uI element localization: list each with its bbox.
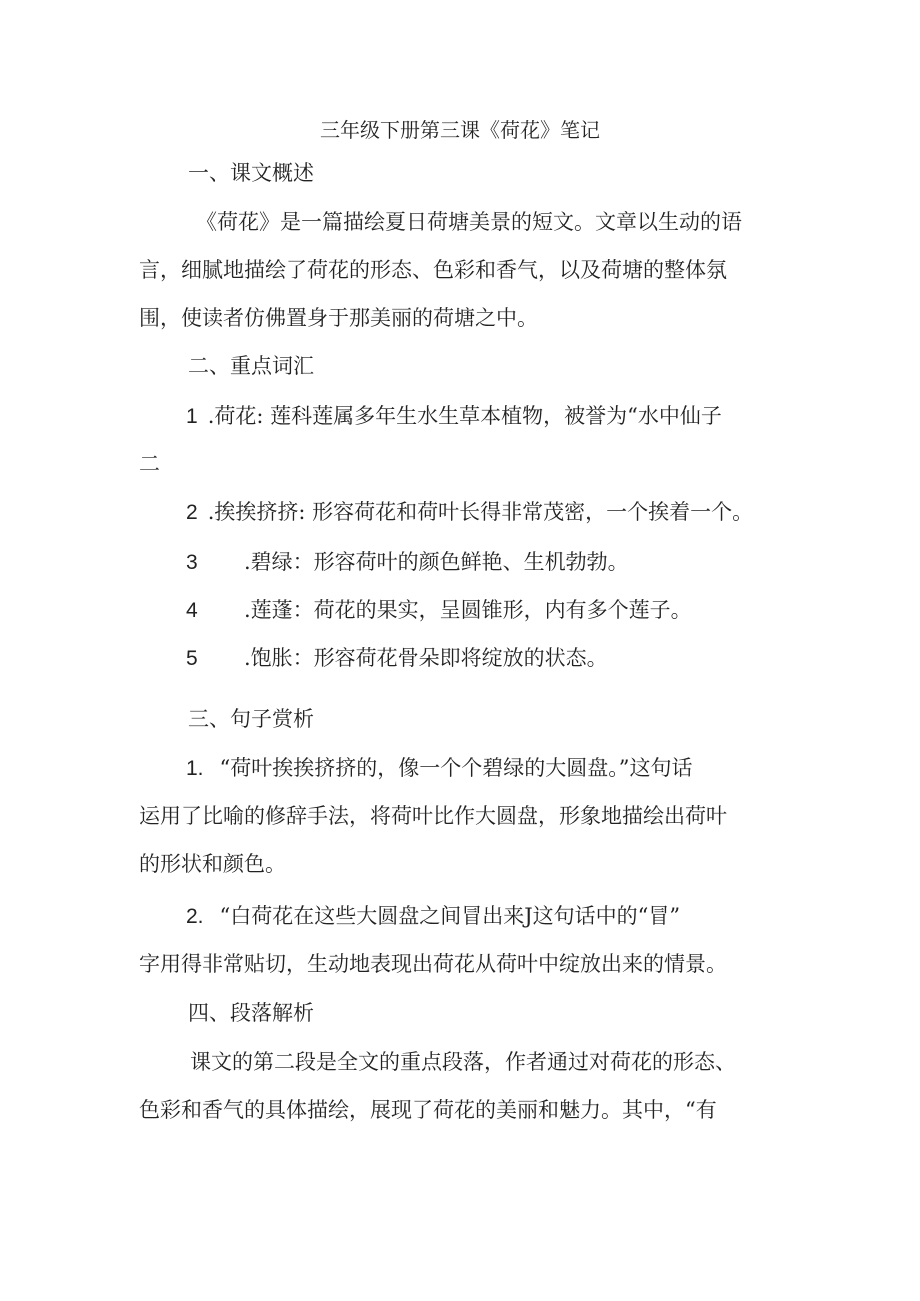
document-title: 三年级下册第三课《荷花》笔记 (320, 118, 600, 142)
paragraph-line: 字用得非常贴切，生动地表现出荷花从荷叶中绽放出来的情景。 (139, 952, 727, 976)
section-heading-vocabulary: 二、重点词汇 (188, 354, 314, 378)
paragraph-line: 运用了比喻的修辞手法，将荷叶比作大圆盘，形象地描绘出荷叶 (139, 804, 727, 828)
section-heading-overview: 一、课文概述 (188, 161, 314, 185)
vocab-item (186, 596, 692, 625)
sentence-item-number: 2. (186, 905, 204, 928)
sentence-item-text: “荷叶挨挨挤挤的，像一个个碧绿的大圆盘。”这句话 (219, 756, 693, 780)
sentence-item (186, 902, 680, 931)
paragraph-line: 色彩和香气的具体描绘，展现了荷花的美丽和魅力。其中，“有 (139, 1098, 717, 1122)
vocab-item-number: 2 (186, 501, 198, 524)
sentence-item (186, 754, 693, 783)
paragraph-line: 言，细腻地描绘了荷花的形态、色彩和香气，以及荷塘的整体氛 (139, 258, 727, 282)
paragraph-line: 课文的第二段是全文的重点段落，作者通过对荷花的形态、 (190, 1050, 736, 1074)
vocab-item (186, 644, 608, 673)
vocab-item (186, 548, 629, 577)
vocab-item-text: .荷花: 莲科莲属多年生水生草本植物，被誉为“水中仙子 (207, 404, 722, 428)
vocab-item-text: .碧绿：形容荷叶的颜色鲜艳、生机勃勃。 (244, 550, 629, 574)
vocab-item-continuation: 二 (139, 452, 160, 476)
vocab-item-text: .挨挨挤挤: 形容荷花和荷叶长得非常茂密，一个挨着一个。 (207, 500, 754, 524)
sentence-item-text: “白荷花在这些大圆盘之间冒出来J这句话中的“冒” (219, 904, 681, 928)
vocab-item-number: 4 (186, 599, 198, 622)
vocab-item-text: .莲蓬：荷花的果实，呈圆锥形，内有多个莲子。 (244, 598, 692, 622)
paragraph-line: 围，使读者仿佛置身于那美丽的荷塘之中。 (139, 306, 538, 330)
vocab-item-text: .饱胀：形容荷花骨朵即将绽放的状态。 (244, 646, 608, 670)
vocab-item-number: 5 (186, 647, 198, 670)
paragraph-line: 《荷花》是一篇描绘夏日荷塘美景的短文。文章以生动的语 (196, 210, 742, 234)
vocab-item-number: 3 (186, 551, 198, 574)
vocab-item (186, 402, 722, 431)
sentence-item-number: 1. (186, 757, 204, 780)
vocab-item (186, 498, 753, 527)
section-heading-sentences: 三、句子赏析 (188, 707, 314, 731)
paragraph-line: 的形状和颜色。 (139, 852, 286, 876)
section-heading-paragraph-analysis: 四、段落解析 (188, 1001, 314, 1025)
vocab-item-number: 1 (186, 405, 198, 428)
